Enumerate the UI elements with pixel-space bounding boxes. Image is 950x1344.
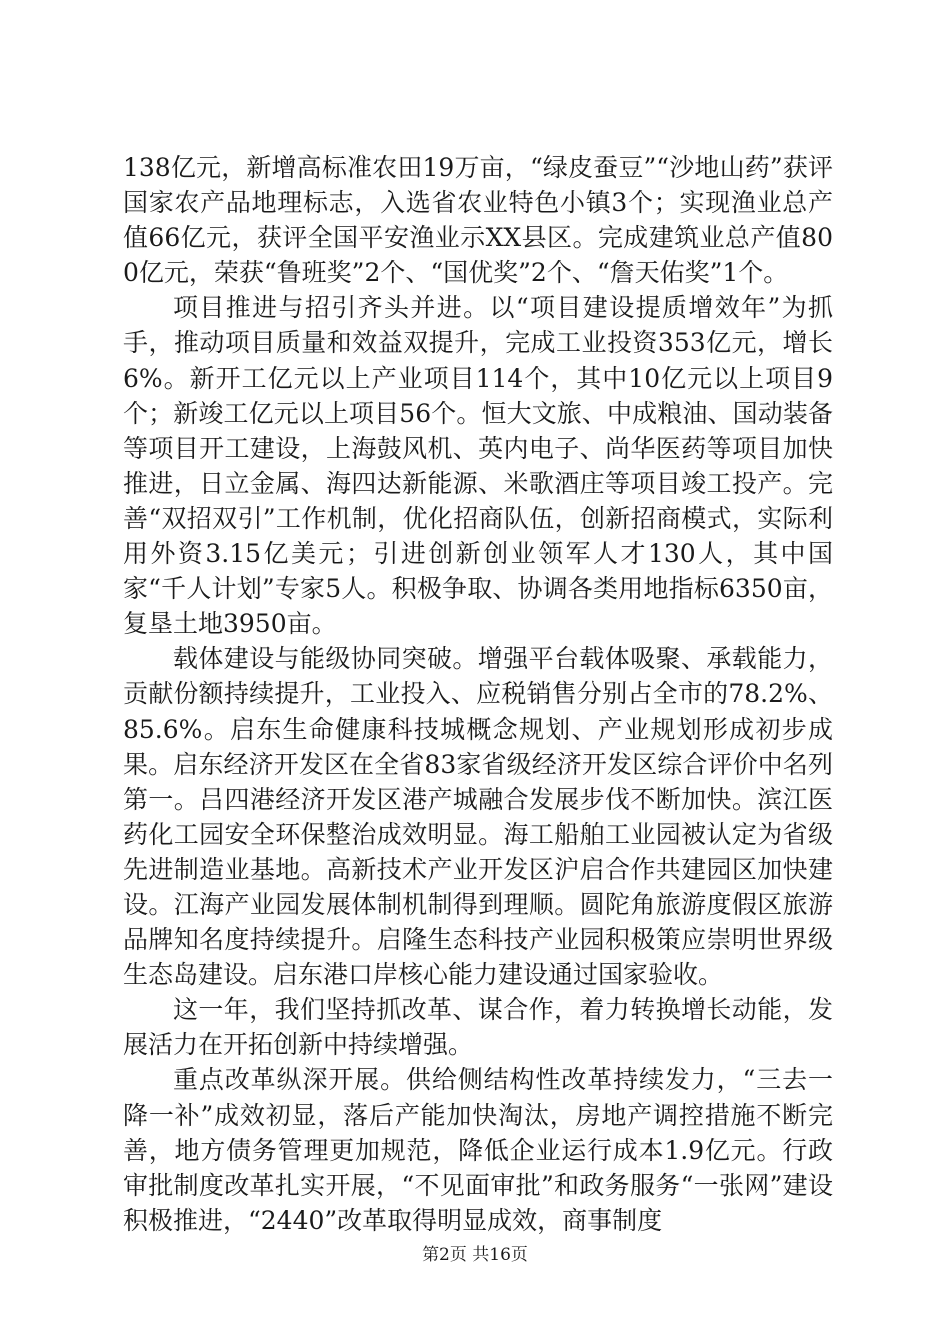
paragraph-5: 重点改革纵深开展。供给侧结构性改革持续发力，“三去一降一补”成效初显，落后产能加快淘汰，房地产调控措施不断完善，地方债务管理更加规范，降低企业运行成本1.9亿元。行政审批制度改革扎实开展，“不见面审批”和政务服务“一张网”建设积极推进，“2440”改革取得明显成效，商事制度 — [123, 1065, 833, 1235]
paragraph-1: 138亿元，新增高标准农田19万亩，“绿皮蚕豆”“沙地山药”获评国家农产品地理标志，入选省农业特色小镇3个；实现渔业总产值66亿元，获评全国平安渔业示XX县区。完成建筑业总产值800亿元，荣获“鲁班奖”2个、“国优奖”2个、“詹天佑奖”1个。 — [123, 153, 833, 288]
paragraph-2: 项目推进与招引齐头并进。以“项目建设提质增效年”为抓手，推动项目质量和效益双提升，完成工业投资353亿元，增长6%。新开工亿元以上产业项目114个，其中10亿元以上项目9个；新竣工亿元以上项目56个。恒大文旅、中成粮油、国动装备等项目开工建设，上海鼓风机、英内电子、尚华医药等项目加快推进，日立金属、海四达新能源、米歌酒庄等项目竣工投产。完善“双招双引”工作机制，优化招商队伍，创新招商模式，实际利用外资3.15亿美元；引进创新创业领军人才130人，其中国家“千人计划”专家5人。积极争取、协调各类用地指标6350亩，复垦土地3950亩。 — [123, 293, 833, 639]
document-body — [123, 150, 833, 1238]
paragraph-4: 这一年，我们坚持抓改革、谋合作，着力转换增长动能，发展活力在开拓创新中持续增强。 — [123, 995, 833, 1060]
paragraph-3: 载体建设与能级协同突破。增强平台载体吸聚、承载能力，贡献份额持续提升，工业投入、应税销售分别占全市的78.2%、85.6%。启东生命健康科技城概念规划、产业规划形成初步成果。启东经济开发区在全省83家省级经济开发区综合评价中名列第一。吕四港经济开发区港产城融合发展步伐不断加快。滨江医药化工园安全环保整治成效明显。海工船舶工业园被认定为省级先进制造业基地。高新技术产业开发区沪启合作共建园区加快建设。江海产业园发展体制机制得到理顺。圆陀角旅游度假区旅游品牌知名度持续提升。启隆生态科技产业园积极策应崇明世界级生态岛建设。启东港口岸核心能力建设通过国家验收。 — [123, 644, 833, 990]
page-number-footer: 第2页 共16页 — [422, 1245, 528, 1265]
